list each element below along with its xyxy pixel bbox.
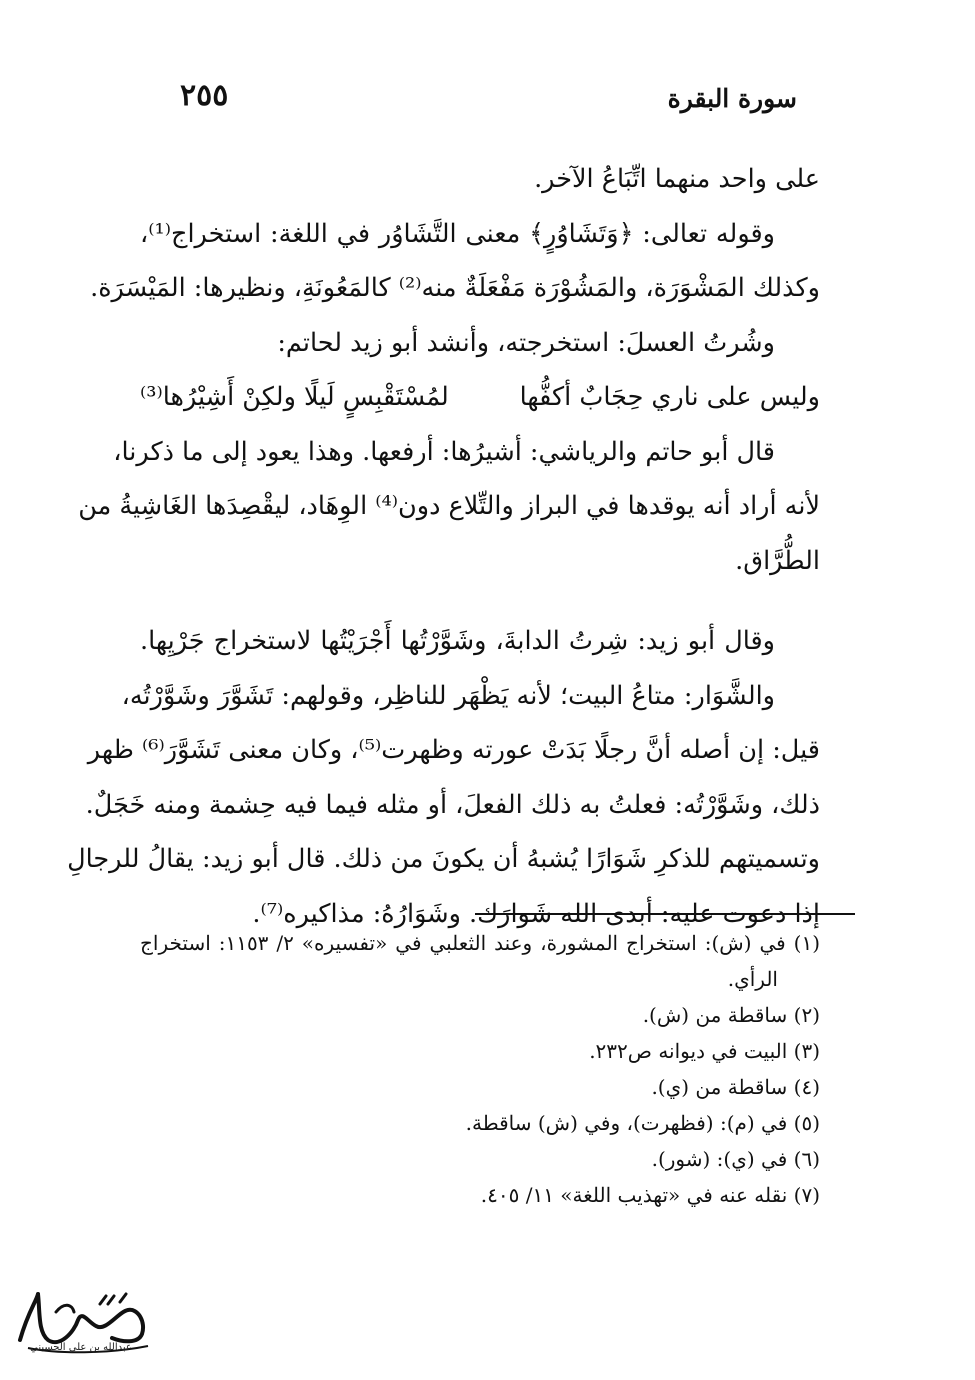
footnote-4: (٤) ساقطة من (ي). [651, 1075, 820, 1099]
main-text [67, 152, 820, 941]
publisher-logo [8, 1282, 158, 1362]
text-line-11: قيل: إن أصله أنَّ رجلًا بَدَتْ عورته وظهرت⁽⁵⁾، وكان معنى تَشَوَّرَ⁽⁶⁾ ظهر [87, 735, 820, 765]
page-header [180, 78, 797, 122]
logo-caption: عبدالله بن علي الحسيني [30, 1342, 132, 1353]
footnote-3: (٣) البيت في ديوانه ص٢٣٢. [589, 1039, 820, 1063]
footnotes [140, 925, 820, 1213]
page-number: ٢٥٥ [180, 78, 229, 113]
surah-title: سورة البقرة [667, 84, 797, 113]
footnote-7: (٧) نقله عنه في «تهذيب اللغة» ١١/ ٤٠٥. [480, 1183, 820, 1207]
text-line-14: إذا دعوت عليه: أبدى الله شَوارَك. وشَوَارُهُ: مذاكيره⁽⁷⁾. [252, 898, 820, 929]
text-line-7: لأنه أراد أنه يوقدها في البراز والتِّلاع دون⁽⁴⁾ الوِهَاد، ليقْصِدَها الغَاشِيةُ من [78, 491, 820, 521]
verse-second-hemistich: لمُسْتَقْبِسٍ لَيلًا ولكِنْ أَشِيْرُها⁽³⁾ [140, 382, 449, 412]
footnote-1: (١) في (ش): استخراج المشورة، وعند الثعلبي في «تفسيره» ٢/ ١١٥٣: استخراج [140, 931, 820, 955]
text-line-8: الطُّرَّاق. [735, 545, 820, 576]
text-line-10: والشَّوَار: متاعُ البيت؛ لأنه يَظْهَر للناظِر، وقولهم: تَشَوَّرَ وشَوَّرْتُه، [121, 680, 775, 711]
text-line-1: على واحد منهما اتِّبَاعُ الآخر. [534, 164, 820, 194]
text-line-12: ذلك، وشَوَّرْتُه: فعلتُ به ذلك الفعلَ، أو مثله فيما فيه حِشمة ومنه خَجَلٌ. [85, 789, 820, 820]
footnote-5: (٥) في (م): (فظهرت)، وفي (ش) ساقطة. [465, 1111, 820, 1135]
text-line-4: وشُرتُ العسلَ: استخرجته، وأنشد أبو زيد لحاتم: [277, 327, 775, 358]
text-line-13: وتسميتهم للذكرِ شَوَارًا يُشبهُ أن يكونَ من ذلك. قال أبو زيد: يقالُ للرجالِ [67, 844, 820, 874]
footnote-1-continuation: الرأي. [727, 967, 778, 991]
text-line-3: وكذلك المَشْوَرَة، والمَشُوْرَة مَفْعَلَةٌ منه⁽²⁾ كالمَعُونَةِ، ونظيرها: المَيْسَرَة. [90, 273, 820, 303]
footnote-6: (٦) في (ي): (شور). [651, 1147, 820, 1171]
poetry-verse [140, 370, 820, 425]
text-line-9: وقال أبو زيد: شِرتُ الدابةَ، وشَوَّرْتُها أَجْرَيْتُها لاستخراج جَرْيِها. [140, 626, 775, 656]
footnote-2: (٢) ساقطة من (ش). [642, 1003, 820, 1027]
text-line-2: وقوله تعالى: ﴿وَتَشَاوُرٍ﴾ معنى التَّشَاوُر في اللغة: استخراج⁽¹⁾، [140, 218, 775, 249]
verse-first-hemistich: وليس على ناري حِجَابٌ أكفُّها [519, 382, 820, 412]
footnote-divider [475, 913, 855, 915]
text-line-6: قال أبو حاتم والرياشي: أشيرُها: أرفعها. وهذا يعود إلى ما ذكرنا، [113, 436, 775, 467]
